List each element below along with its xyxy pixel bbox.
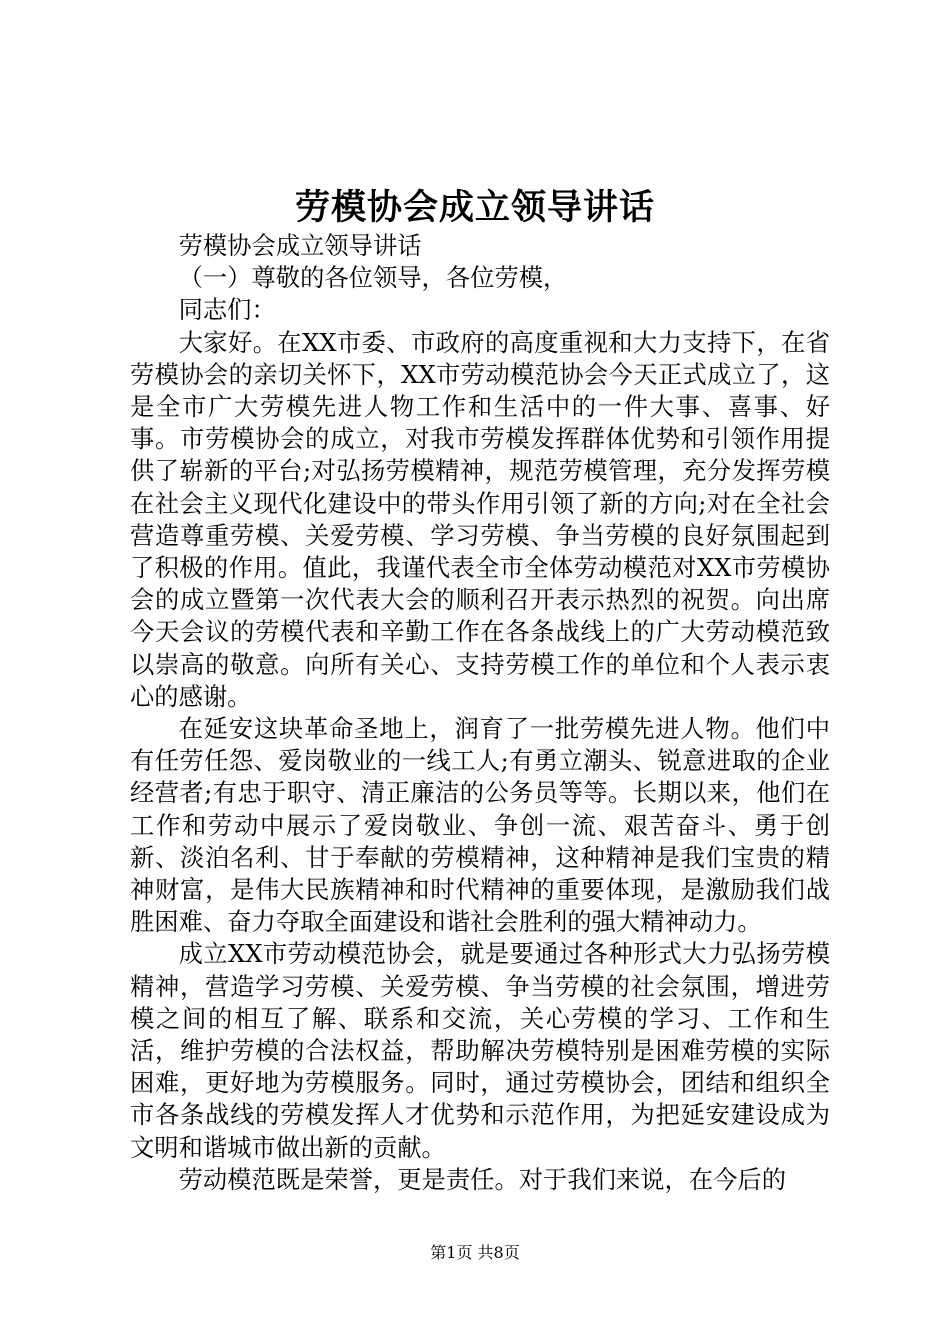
paragraph-subtitle: 劳模协会成立领导讲话 (178, 231, 422, 260)
paragraph-comrades: 同志们： (178, 295, 276, 325)
paragraph-association-purpose: 成立XX市劳动模范协会，就是要通过各种形式大力弘扬劳模精神，营造学习劳模、关爱劳模、争当劳模的社会氛围，增进劳模之间的相互了解、联系和交流，关心劳模的学习、工作和生活，维护劳模的合法权益，帮助解决劳模特别是困难劳模的实际困难，更好地为劳模服务。同时，通过劳模协会，团结和组织全市各条战线的劳模发挥人才优势和示范作用，为把延安建设成为文明和谐城市做出新的贡献。 (130, 939, 830, 1162)
paragraph-responsibility: 劳动模范既是荣誉，更是责任。对于我们来说，在今后的 (178, 1164, 787, 1194)
document-title: 劳模协会成立领导讲话 (294, 187, 655, 228)
paragraph-salutation: （一）尊敬的各位领导，各位劳模， (178, 263, 568, 293)
page-footer: 第1页 共8页 (430, 1243, 520, 1262)
paragraph-greeting: 大家好。在XX市委、市政府的高度重视和大力支持下，在省劳模协会的亲切关怀下，XX市劳动模范协会今天正式成立了，这是全市广大劳模先进人物工作和生活中的一件大事、喜事、好事。市劳模协会的成立，对我市劳模发挥群体优势和引领作用提供了崭新的平台;对弘扬劳模精神，规范劳模管理，充分发挥劳模在社会主义现代化建设中的带头作用引领了新的方向;对在全社会营造尊重劳模、关爱劳模、学习劳模、争当劳模的良好氛围起到了积极的作用。值此，我谨代表全市全体劳动模范对XX市劳模协会的成立暨第一次代表大会的顺利召开表示热烈的祝贺。向出席今天会议的劳模代表和辛勤工作在各条战线上的广大劳动模范致以崇高的敬意。向所有关心、支持劳模工作的单位和个人表示衷心的感谢。 (130, 327, 830, 711)
paragraph-yanan: 在延安这块革命圣地上，润育了一批劳模先进人物。他们中有任劳任怨、爱岗敬业的一线工人;有勇立潮头、锐意进取的企业经营者;有忠于职守、清正廉洁的公务员等等。长期以来，他们在工作和劳动中展示了爱岗敬业、争创一流、艰苦奋斗、勇于创新、淡泊名利、甘于奉献的劳模精神，这种精神是我们宝贵的精神财富，是伟大民族精神和时代精神的重要体现，是激励我们战胜困难、奋力夺取全面建设和谐社会胜利的强大精神动力。 (130, 714, 830, 937)
document-body (130, 230, 830, 1196)
